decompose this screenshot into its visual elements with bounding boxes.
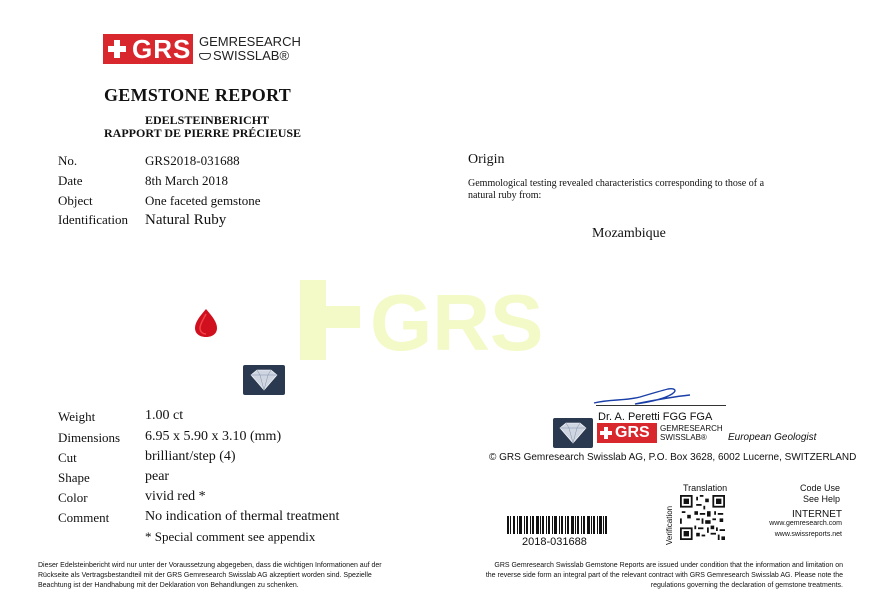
signature-line bbox=[596, 405, 726, 406]
prop-label-shape: Shape bbox=[58, 470, 90, 485]
prop-value-comment: No indication of thermal treatment bbox=[145, 509, 340, 524]
signatory-name: Dr. A. Peretti FGG FGA bbox=[598, 411, 713, 423]
prop-value-color: vivid red * bbox=[145, 489, 206, 504]
prop-value-shape: pear bbox=[145, 469, 170, 484]
ruby-gem-image bbox=[193, 308, 219, 338]
diamond-badge bbox=[553, 418, 593, 448]
verification-label: Verification bbox=[665, 505, 674, 545]
mini-logo-line2: SWISSLAB® bbox=[660, 433, 707, 442]
barcode-number: 2018-031688 bbox=[522, 536, 587, 548]
website-link-gemresearch[interactable]: www.gemresearch.com bbox=[769, 520, 842, 527]
logo-brand: GRS bbox=[132, 34, 192, 64]
code-use-label: Code Use bbox=[799, 483, 840, 493]
watermark-cross-horizontal bbox=[300, 306, 360, 328]
report-subtitle-de: EDELSTEINBERICHT bbox=[145, 113, 270, 127]
swiss-cross-icon bbox=[106, 38, 128, 60]
prop-value-weight: 1.00 ct bbox=[145, 408, 184, 423]
prop-label-color: Color bbox=[58, 490, 88, 505]
detail-value-no: GRS2018-031688 bbox=[145, 153, 240, 168]
signatory-title: European Geologist bbox=[728, 432, 817, 443]
origin-text: Gemmological testing revealed characteristics corresponding to those of a natural ruby from: bbox=[468, 178, 765, 201]
logo-text bbox=[199, 35, 301, 63]
detail-value-identification: Natural Ruby bbox=[145, 212, 227, 228]
diamond-certificate-badge bbox=[243, 365, 285, 395]
mini-logo-line1: GEMRESEARCH bbox=[660, 424, 723, 433]
logo-badge bbox=[103, 34, 193, 64]
logo-line1: GEMRESEARCH bbox=[199, 34, 301, 49]
prop-label-cut: Cut bbox=[58, 450, 77, 465]
prop-value-dimensions: 6.95 x 5.90 x 3.10 (mm) bbox=[145, 429, 282, 444]
internet-label: INTERNET bbox=[792, 509, 842, 520]
logo-line2: SWISSLAB® bbox=[213, 48, 290, 63]
detail-label-no: No. bbox=[58, 153, 78, 168]
translation-label: Translation bbox=[683, 483, 728, 493]
prop-label-dimensions: Dimensions bbox=[58, 430, 121, 445]
detail-value-date: 8th March 2018 bbox=[145, 173, 229, 188]
fine-print-english: GRS Gemresearch Swisslab Gemstone Reports are issued under condition that the information and limitation on the reverse side form an integral part of the relevant contract with GRS Gemresearch Swisslab AG. Please note the regulations governing the declaration of gemstone treatments. bbox=[485, 562, 843, 589]
watermark-text: GRS bbox=[370, 278, 544, 360]
report-title: GEMSTONE REPORT bbox=[104, 85, 292, 105]
detail-label-date: Date bbox=[58, 173, 83, 188]
origin-country: Mozambique bbox=[592, 226, 666, 241]
grs-logo bbox=[103, 33, 301, 65]
detail-value-object: One faceted gemstone bbox=[145, 193, 261, 208]
report-subtitle-fr: RAPPORT DE PIERRE PRÉCIEUSE bbox=[104, 126, 302, 140]
barcode-image bbox=[507, 516, 607, 534]
diamond-icon bbox=[243, 365, 285, 395]
prop-label-weight: Weight bbox=[58, 409, 96, 424]
swiss-cross-icon bbox=[599, 426, 613, 440]
detail-label-object: Object bbox=[58, 193, 93, 208]
detail-label-identification: Identification bbox=[58, 212, 129, 227]
fine-print-german: Dieser Edelsteinbericht wird nur unter der Voraussetzung abgegeben, dass die wichtigen Informationen auf der Rückseite als Vertragsbestandteil mit der GRS Gemresearch Swisslab AG akzeptiert worden sind. Spezielle Beachtung ist der Handhabung mit der Deklaration von Behandlungen zu schenken. bbox=[38, 562, 382, 589]
diamond-icon bbox=[199, 53, 211, 60]
grs-watermark bbox=[300, 260, 550, 360]
see-help-label: See Help bbox=[802, 494, 840, 504]
grs-mini-logo bbox=[597, 423, 723, 443]
qr-code[interactable] bbox=[680, 495, 725, 540]
prop-label-comment: Comment bbox=[58, 510, 110, 525]
mini-logo-brand: GRS bbox=[615, 424, 650, 441]
origin-label: Origin bbox=[468, 152, 505, 167]
prop-value-cut: brilliant/step (4) bbox=[145, 449, 236, 464]
signature-badges bbox=[553, 418, 723, 448]
website-link-swissreports[interactable]: www.swissreports.net bbox=[774, 531, 842, 538]
special-comment-note: * Special comment see appendix bbox=[145, 529, 316, 544]
lab-address: © GRS Gemresearch Swisslab AG, P.O. Box 3628, 6002 Lucerne, SWITZERLAND bbox=[489, 452, 857, 463]
diamond-icon bbox=[553, 418, 593, 448]
